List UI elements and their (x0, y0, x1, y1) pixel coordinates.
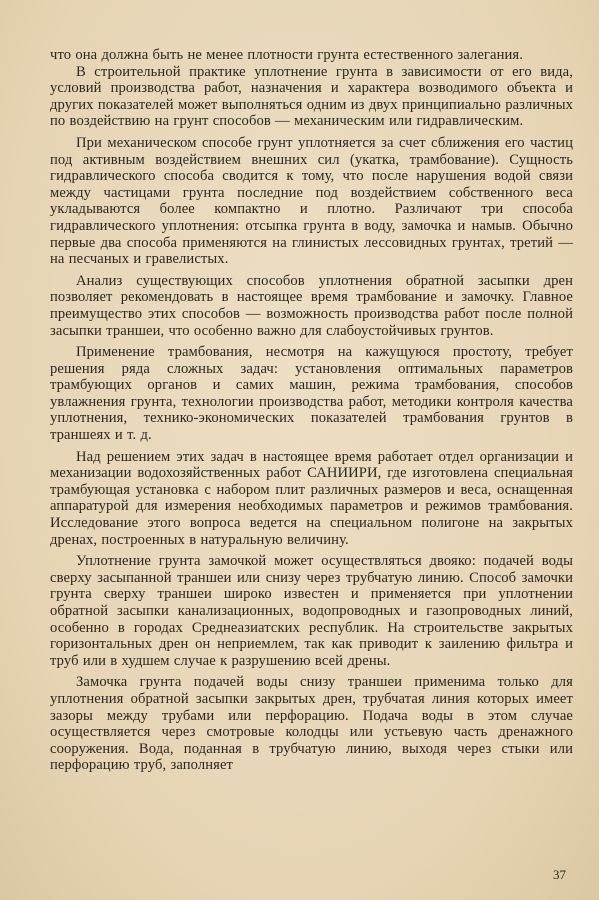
paragraph-4: Анализ существующих способов уплотнения обратной засыпки дрен позволяет рекомендовать в настоящее время трамбование и замочку. Главное преимущество этих способов — возможность производства работ после полной засыпки траншеи, что особенно важно для слабоустойчивых грунтов. (50, 272, 573, 339)
page-number: 37 (553, 867, 566, 882)
paragraph-7: Уплотнение грунта замочкой может осуществляться двояко: подачей воды сверху засыпанной траншеи или снизу через трубчатую линию. Способ замочки грунта сверху траншеи широко известен и применяется при уплотнении обратной засыпки канализационных, водопроводных и газопроводных линий, особенно в городах Среднеазиатских республик. На строительстве закрытых горизонтальных дрен он неприемлем, так как приводит к заилению фильтра и труб или в худшем случае к разрушению всей дрены. (50, 553, 573, 669)
paragraph-3: При механическом способе грунт уплотняется за счет сближения его частиц под активным воздействием внешних сил (укатка, трамбование). Сущность гидравлического способа сводится к тому, что после нарушения водой связи между частицами грунта последние под воздействием собственного веса укладываются более компактно и плотно. Различают три способа гидравлического уплотнения: отсыпка грунта в воду, замочка и намыв. Обычно первые два способа применяются на глинистых лессовидных грунтах, третий — на песчаных и гравелистых. (50, 134, 573, 268)
paragraph-8: Замочка грунта подачей воды снизу траншеи применима только для уплотнения обратной засыпки закрытых дрен, трубчатая линия которых имеет зазоры между трубами или перфорацию. Подача воды в этом случае осуществляется через смотровые колодцы или устьевую часть дренажного сооружения. Вода, поданная в трубчатую линию, выходя через стыки или перфорацию труб, заполняет (50, 674, 573, 774)
paragraph-6: Над решением этих задач в настоящее время работает отдел организации и механизации водохозяйственных работ САНИИРИ, где изготовлена специальная трамбующая установка с набором плит различных размеров и веса, оснащенная аппаратурой для измерения необходимых параметров и режимов трамбования. Исследование этого вопроса ведется на специальном полигоне на закрытых дренах, построенных в натуральную величину. (50, 448, 573, 548)
paragraph-5: Применение трамбования, несмотря на кажущуюся простоту, требует решения ряда сложных задач: установления оптимальных параметров трамбующих органов и самих машин, режима трамбования, способов увлажнения грунта, технологии производства работ, методики контроля качества уплотнения, технико-экономических показателей трамбования грунтов в траншеях и т. д. (50, 344, 573, 444)
paragraph-2: В строительной практике уплотнение грунта в зависимости от его вида, условий производства работ, назначения и характера возводимого объекта и других показателей может выполняться одним из двух принципиально различных по воздействию на грунт способов — механическим или гидравлическим. (50, 63, 573, 130)
paragraph-1: что она должна быть не менее плотности грунта естественного залегания. (50, 47, 523, 63)
